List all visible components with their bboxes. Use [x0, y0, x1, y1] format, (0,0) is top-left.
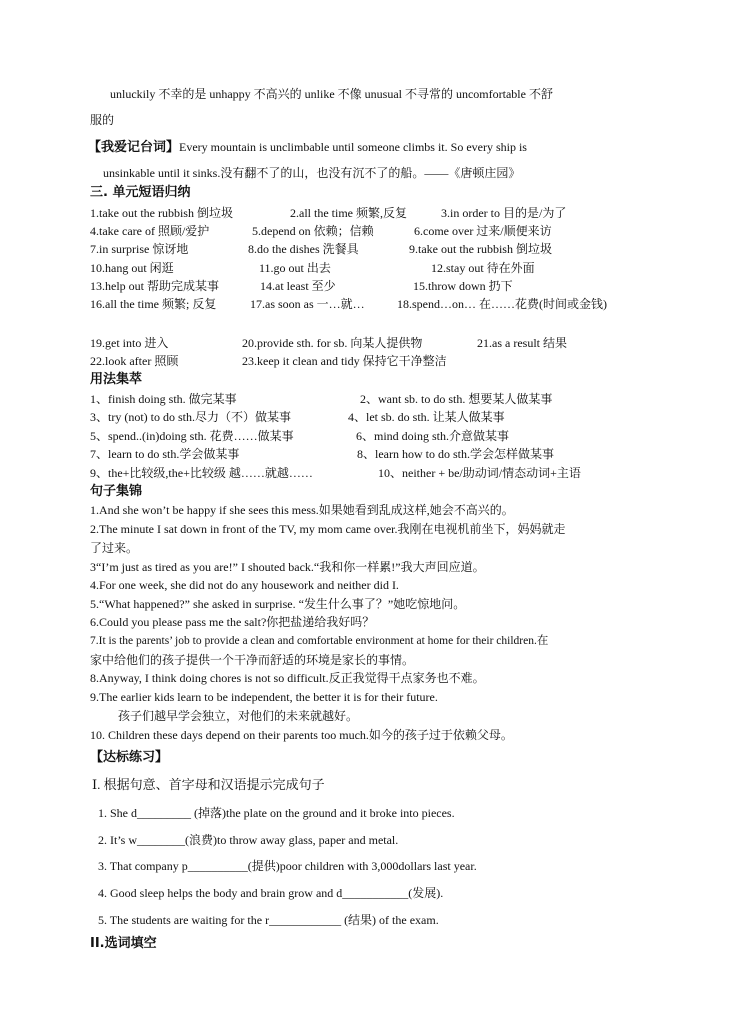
- usage-item: 4、let sb. do sth. 让某人做某事: [348, 410, 505, 424]
- sentence-line: 6.Could you please pass me the salt?你把盐递给我好吗？: [90, 615, 375, 629]
- usage-heading: 用法集萃: [90, 372, 143, 387]
- phrase-item: 9.take out the rubbish 倒垃圾: [409, 242, 552, 256]
- phrase-item: 20.provide sth. for sb. 向某人提供物: [242, 336, 423, 350]
- phrase-item: 21.as a result 结果: [477, 336, 567, 350]
- sentence-line: 1.And she won’t be happy if she sees this mess.如果她看到乱成这样,她会不高兴的。: [90, 503, 514, 517]
- phrase-item: 12.stay out 待在外面: [431, 261, 535, 275]
- sentence-line: 家中给他们的孩子提供一个干净而舒适的环境是家长的事情。: [90, 653, 415, 667]
- motto-line-1: [88, 139, 527, 156]
- practice-subheading-1: Ⅰ. 根据句意、首字母和汉语提示完成句子: [92, 777, 325, 792]
- motto-text-1: Every mountain is unclimbable until someone climbs it. So every ship is: [179, 140, 527, 154]
- sentence-line: 4.For one week, she did not do any housework and neither did I.: [90, 578, 399, 592]
- phrase-item: 5.depend on 依赖；信赖: [252, 224, 374, 238]
- sentence-line: 3“I’m just as tired as you are!” I shouted back.“我和你一样累!”我大声回应道。: [90, 560, 485, 574]
- usage-item: 3、try (not) to do sth.尽力（不）做某事: [90, 410, 291, 424]
- sentence-line: 10. Children these days depend on their parents too much.如今的孩子过于依赖父母。: [90, 728, 513, 742]
- practice-subheading-2: II.选词填空: [90, 936, 157, 951]
- phrase-item: 7.in surprise 惊讶地: [90, 242, 189, 256]
- intro-line-2: 服的: [90, 113, 115, 127]
- phrase-item: 19.get into 进入: [90, 336, 169, 350]
- sentence-line: 7.It is the parents’ job to provide a clean and comfortable environment at home for their children.在: [90, 635, 549, 647]
- sentence-line: 孩子们越早学会独立，对他们的未来就越好。: [118, 709, 359, 723]
- exercise-item: 2. It’s w________(浪费)to throw away glass, paper and metal.: [98, 833, 399, 847]
- usage-item: 2、want sb. to do sth. 想要某人做某事: [360, 392, 553, 406]
- sentence-line: 2.The minute I sat down in front of the TV, my mom came over.我刚在电视机前坐下，妈妈就走: [90, 522, 566, 536]
- sentence-line: 5.“What happened?” she asked in surprise. “发生什么事了？”她吃惊地问。: [90, 597, 466, 611]
- phrase-item: 10.hang out 闲逛: [90, 261, 174, 275]
- motto-line-2: unsinkable until it sinks.没有翻不了的山，也没有沉不了的船。——《唐顿庄园》: [103, 166, 521, 180]
- phrase-item: 3.in order to 目的是/为了: [441, 206, 567, 220]
- usage-item: 10、neither + be/助动词/情态动词+主语: [378, 466, 581, 480]
- phrase-item: 15.throw down 扔下: [413, 279, 513, 293]
- phrase-item: 2.all the time 频繁,反复: [290, 206, 407, 220]
- exercise-item: 1. She d_________ (掉落)the plate on the ground and it broke into pieces.: [98, 806, 455, 820]
- phrase-item: 14.at least 至少: [260, 279, 336, 293]
- usage-item: 1、finish doing sth. 做完某事: [90, 392, 237, 406]
- sentences-heading: 句子集锦: [90, 484, 143, 499]
- phrase-item: 11.go out 出去: [259, 261, 331, 275]
- usage-item: 8、learn how to do sth.学会怎样做某事: [357, 447, 554, 461]
- practice-heading: 【达标练习】: [90, 750, 169, 765]
- usage-item: 9、the+比较级,the+比较级 越……就越……: [90, 466, 313, 480]
- phrase-item: 8.do the dishes 洗餐具: [248, 242, 359, 256]
- phrase-item: 23.keep it clean and tidy 保持它干净整洁: [242, 354, 447, 368]
- phrase-item: 22.look after 照顾: [90, 354, 179, 368]
- intro-line-1: unluckily 不幸的是 unhappy 不高兴的 unlike 不像 unusual 不寻常的 uncomfortable 不舒: [110, 87, 553, 101]
- sentence-line: 9.The earlier kids learn to be independent, the better it is for their future.: [90, 690, 438, 704]
- phrase-item: 17.as soon as 一…就…: [250, 297, 365, 311]
- phrase-item: 18.spend…on… 在……花费(时间或金钱): [397, 297, 607, 311]
- exercise-item: 5. The students are waiting for the r____________ (结果) of the exam.: [98, 913, 439, 927]
- usage-item: 6、mind doing sth.介意做某事: [356, 429, 510, 443]
- usage-item: 5、spend..(in)doing sth. 花费……做某事: [90, 429, 294, 443]
- phrase-item: 16.all the time 频繁; 反复: [90, 297, 217, 311]
- sentence-line: 8.Anyway, I think doing chores is not so difficult.反正我觉得干点家务也不难。: [90, 671, 485, 685]
- motto-label: 【我爱记台词】: [88, 140, 180, 155]
- phrase-item: 1.take out the rubbish 倒垃圾: [90, 206, 233, 220]
- phrase-item: 6.come over 过来/顺便来访: [414, 224, 552, 238]
- exercise-item: 3. That company p__________(提供)poor children with 3,000dollars last year.: [98, 859, 477, 873]
- phrases-heading: 三. 单元短语归纳: [90, 185, 191, 200]
- sentence-line: 了过来。: [90, 541, 139, 555]
- exercise-item: 4. Good sleep helps the body and brain grow and d___________(发展).: [98, 886, 444, 900]
- phrase-item: 13.help out 帮助完成某事: [90, 279, 219, 293]
- phrase-item: 4.take care of 照顾/爱护: [90, 224, 210, 238]
- usage-item: 7、learn to do sth.学会做某事: [90, 447, 240, 461]
